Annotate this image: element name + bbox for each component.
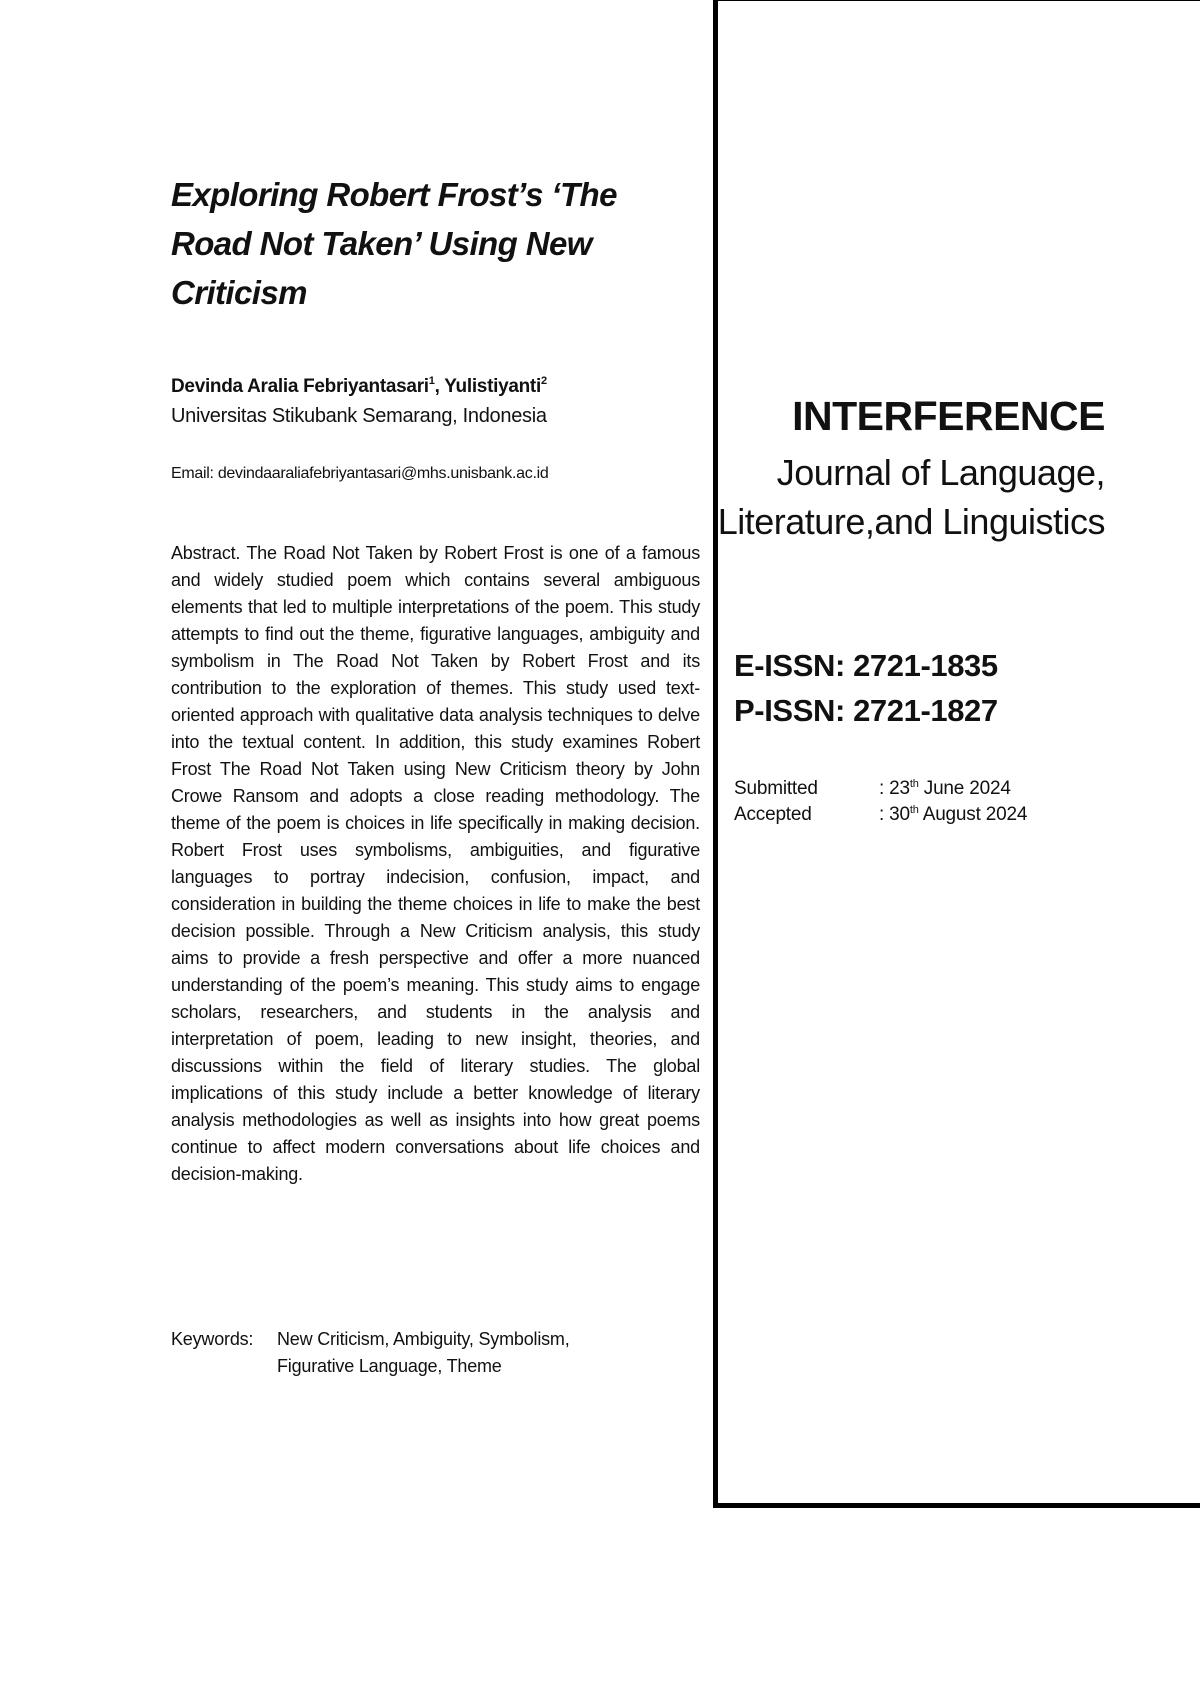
email-address[interactable]: devindaaraliafebriyantasari@mhs.unisbank.ac.id: [217, 465, 549, 482]
author-email: [171, 460, 700, 488]
keywords-line-2: Figurative Language, Theme: [277, 1356, 502, 1376]
submission-dates: [734, 776, 1154, 828]
keywords-indent: [171, 1353, 277, 1380]
p-issn: P-ISSN: 2721-1827: [734, 693, 998, 728]
keywords: [171, 1326, 700, 1380]
submitted-day: : 23: [879, 778, 910, 799]
submitted-month-year: June 2024: [918, 778, 1011, 799]
author-affiliation: Universitas Stikubank Semarang, Indonesia: [171, 405, 547, 427]
submitted-row: [734, 776, 1154, 802]
accepted-day: : 30: [879, 804, 910, 825]
keywords-label: Keywords:: [171, 1329, 254, 1349]
submitted-label: Submitted: [734, 778, 818, 799]
e-issn: E-ISSN: 2721-1835: [734, 648, 998, 683]
submitted-date: [879, 776, 1011, 802]
journal-name: INTERFERENCE: [792, 393, 1105, 439]
accepted-month-year: August 2024: [918, 804, 1028, 825]
author-name: Yulistiyanti: [444, 376, 541, 397]
article-title: Exploring Robert Frost’s ‘The Road Not Taken’ Using New Criticism: [171, 176, 617, 311]
journal-info-panel: [713, 0, 1200, 1508]
email-label: Email:: [171, 465, 214, 482]
author-list: [171, 373, 700, 401]
journal-subtitle: Journal of Language, Literature,and Linguistics: [717, 452, 1105, 542]
submitted-ordinal: th: [909, 778, 919, 790]
author-affiliation-marker: 1: [428, 375, 435, 387]
author-separator: ,: [434, 376, 445, 397]
author-affiliation-marker: 2: [540, 375, 547, 387]
accepted-label: Accepted: [734, 804, 812, 825]
issn-block: [734, 643, 1134, 733]
accepted-row: [734, 802, 1154, 828]
author-name: Devinda Aralia Febriyantasari: [171, 376, 429, 397]
abstract: Abstract. The Road Not Taken by Robert Frost is one of a famous and widely studied poem which contains several ambiguous elements that led to multiple interpretations of the poem. This study attempts to find out the theme, figurative languages, ambiguity and symbolism in The Road Not Taken by Robert Frost and its contribution to the exploration of themes. This study used text-oriented approach with qualitative data analysis techniques to delve into the textual content. In addition, this study examines Robert Frost The Road Not Taken using New Criticism theory by John Crowe Ransom and adopts a close reading methodology. The theme of the poem is choices in life specifically in making decision. Robert Frost uses symbolisms, ambiguities, and figurative languages to portray indecision, confusion, impact, and consideration in building the theme choices in life to make the best decision possible. Through a New Criticism analysis, this study aims to provide a fresh perspective and offer a more nuanced understanding of the poem’s meaning. This study aims to engage scholars, researchers, and students in the analysis and interpretation of poem, leading to new insight, theories, and discussions within the field of literary studies. The global implications of this study include a better knowledge of literary analysis methodologies as well as insights into how great poems continue to affect modern conversations about life choices and decision-making.: [171, 543, 700, 1184]
accepted-ordinal: th: [909, 804, 919, 816]
keywords-line-1: New Criticism, Ambiguity, Symbolism,: [277, 1329, 570, 1349]
accepted-date: [879, 802, 1027, 828]
